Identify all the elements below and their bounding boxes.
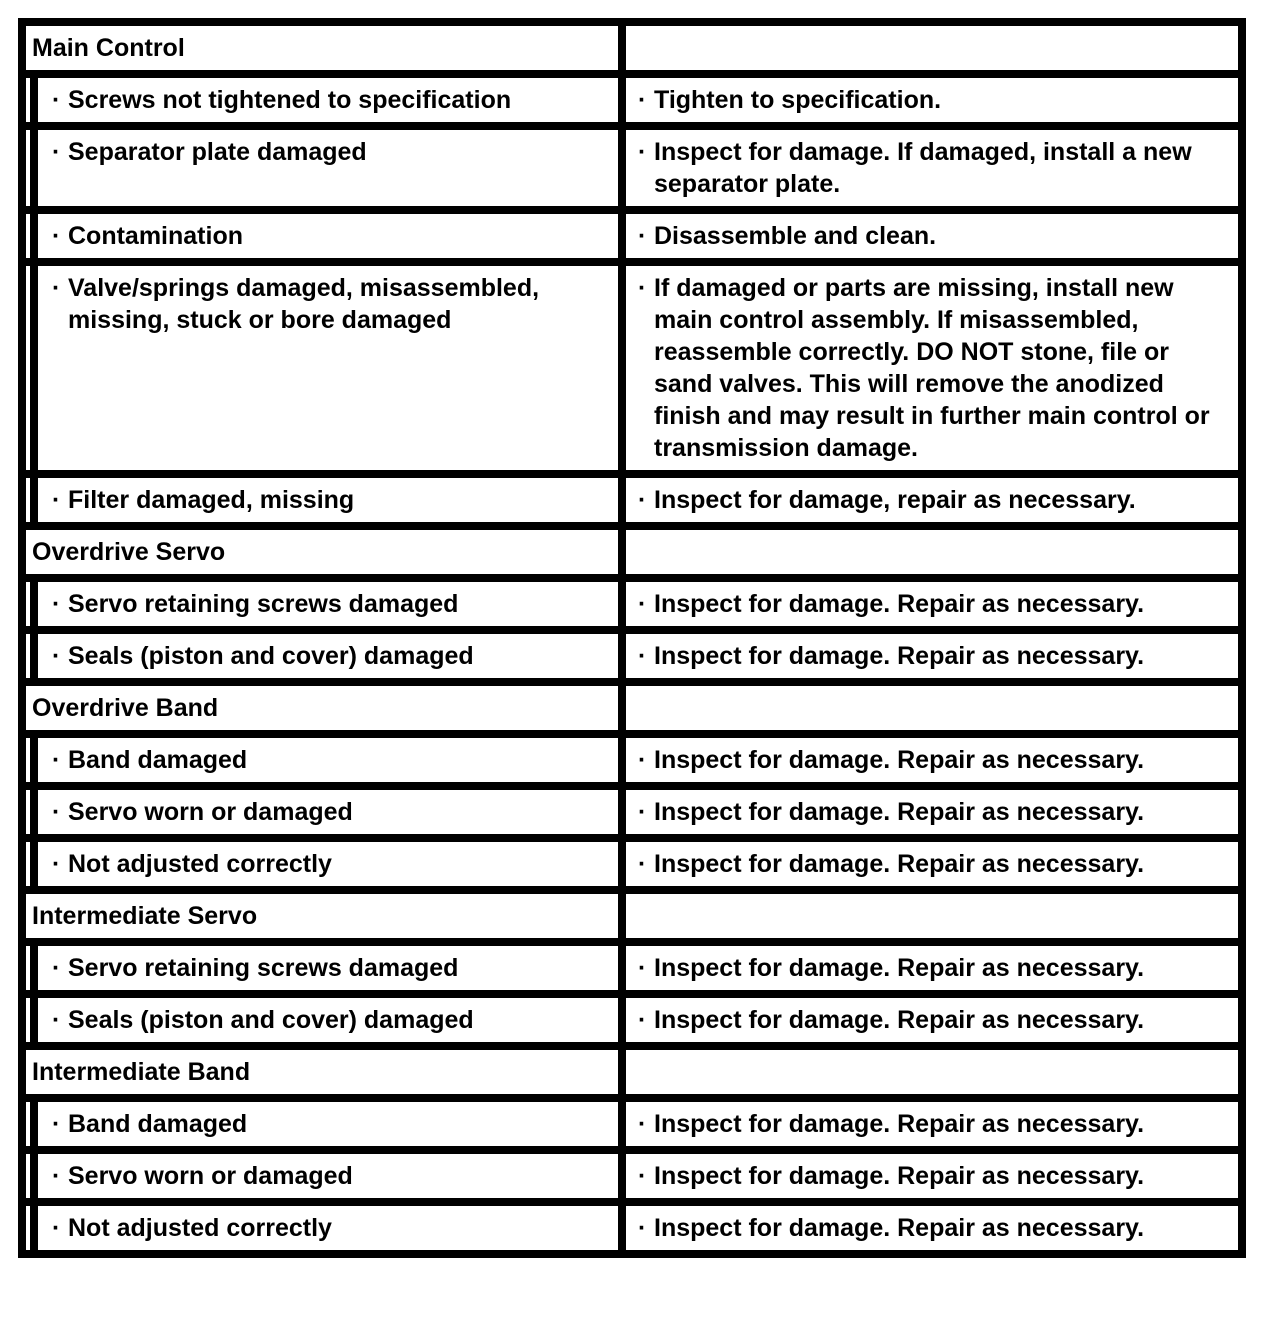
action-text: Tighten to specification. <box>654 86 942 114</box>
bullet: · <box>52 86 61 114</box>
table-row <box>26 266 1238 470</box>
bullet: · <box>52 222 61 250</box>
cause-cell <box>38 214 618 258</box>
section-title: Intermediate Servo <box>26 894 618 938</box>
bullet: · <box>52 1214 61 1242</box>
table-row <box>26 634 1238 678</box>
section-action-empty <box>626 1050 1238 1094</box>
section-title: Overdrive Servo <box>26 530 618 574</box>
cause-cell <box>38 1102 618 1146</box>
cause-cell <box>38 478 618 522</box>
bullet: · <box>52 1110 61 1138</box>
indent-stub <box>26 946 30 990</box>
action-cell <box>626 1154 1238 1198</box>
indent-stub <box>26 1102 30 1146</box>
bullet: · <box>52 954 61 982</box>
bullet: · <box>638 642 647 670</box>
cause-text: Seals (piston and cover) damaged <box>68 642 474 670</box>
indent-stub <box>26 738 30 782</box>
cause-text: Servo retaining screws damaged <box>68 954 459 982</box>
bullet: · <box>52 798 61 826</box>
section-row <box>26 530 1238 574</box>
action-text: If damaged or parts are missing, install new main control assembly. If misassembled, reassemble correctly. DO NOT stone, file or sand valves. This will remove the anodized finish and may result in further main control or transmission damage. <box>654 274 1210 462</box>
cause-cell <box>38 946 618 990</box>
indent-stub <box>26 1154 30 1198</box>
action-text: Inspect for damage. Repair as necessary. <box>654 746 1145 774</box>
bullet: · <box>52 590 61 618</box>
table-row <box>26 214 1238 258</box>
diagnosis-table <box>18 18 1246 1258</box>
table-row <box>26 582 1238 626</box>
bullet: · <box>52 138 61 166</box>
section-title: Overdrive Band <box>26 686 618 730</box>
bullet: · <box>52 746 61 774</box>
section-action-empty <box>626 26 1238 70</box>
action-text: Inspect for damage. Repair as necessary. <box>654 590 1145 618</box>
bullet: · <box>638 1110 647 1138</box>
action-text: Inspect for damage, repair as necessary. <box>654 486 1136 514</box>
action-text: Inspect for damage. Repair as necessary. <box>654 1110 1145 1138</box>
action-cell <box>626 842 1238 886</box>
bullet: · <box>638 746 647 774</box>
indent-stub <box>26 78 30 122</box>
cause-text: Screws not tightened to specification <box>68 86 512 114</box>
cause-text: Not adjusted correctly <box>68 1214 332 1242</box>
cause-cell <box>38 78 618 122</box>
action-cell <box>626 634 1238 678</box>
indent-stub <box>26 842 30 886</box>
bullet: · <box>52 1006 61 1034</box>
bullet: · <box>638 86 647 114</box>
action-cell <box>626 266 1238 470</box>
cause-text: Servo worn or damaged <box>68 798 353 826</box>
section-row <box>26 894 1238 938</box>
cause-cell <box>38 634 618 678</box>
action-text: Inspect for damage. Repair as necessary. <box>654 1006 1145 1034</box>
bullet: · <box>638 798 647 826</box>
cause-cell <box>38 266 618 470</box>
cause-text: Band damaged <box>68 746 248 774</box>
table-row <box>26 478 1238 522</box>
bullet: · <box>638 1006 647 1034</box>
action-text: Inspect for damage. Repair as necessary. <box>654 1162 1145 1190</box>
action-text: Inspect for damage. Repair as necessary. <box>654 954 1145 982</box>
indent-stub <box>26 790 30 834</box>
cause-cell <box>38 1154 618 1198</box>
section-title: Intermediate Band <box>26 1050 618 1094</box>
section-action-empty <box>626 530 1238 574</box>
table-row <box>26 1102 1238 1146</box>
bullet: · <box>52 642 61 670</box>
action-cell <box>626 998 1238 1042</box>
action-text: Disassemble and clean. <box>654 222 937 250</box>
bullet: · <box>638 138 647 166</box>
bullet: · <box>638 486 647 514</box>
bullet: · <box>638 274 647 302</box>
cause-cell <box>38 130 618 206</box>
cause-text: Seals (piston and cover) damaged <box>68 1006 474 1034</box>
section-action-empty <box>626 686 1238 730</box>
cause-cell <box>38 998 618 1042</box>
indent-stub <box>26 582 30 626</box>
action-text: Inspect for damage. Repair as necessary. <box>654 642 1145 670</box>
section-row <box>26 686 1238 730</box>
indent-stub <box>26 634 30 678</box>
table-row <box>26 998 1238 1042</box>
bullet: · <box>52 850 61 878</box>
cause-cell <box>38 582 618 626</box>
table-row <box>26 1206 1238 1250</box>
action-cell <box>626 790 1238 834</box>
cause-cell <box>38 1206 618 1250</box>
table-row <box>26 738 1238 782</box>
cause-text: Filter damaged, missing <box>68 486 355 514</box>
bullet: · <box>638 590 647 618</box>
bullet: · <box>638 222 647 250</box>
action-cell <box>626 946 1238 990</box>
cause-text: Valve/springs damaged, misassembled, missing, stuck or bore damaged <box>68 274 540 334</box>
section-row <box>26 26 1238 70</box>
indent-stub <box>26 998 30 1042</box>
indent-stub <box>26 130 30 206</box>
cause-text: Servo retaining screws damaged <box>68 590 459 618</box>
cause-cell <box>38 842 618 886</box>
action-cell <box>626 1102 1238 1146</box>
table-row <box>26 1154 1238 1198</box>
indent-stub <box>26 1206 30 1250</box>
cause-text: Not adjusted correctly <box>68 850 332 878</box>
diagnosis-table-body <box>26 26 1238 1250</box>
table-row <box>26 78 1238 122</box>
section-action-empty <box>626 894 1238 938</box>
cause-text: Servo worn or damaged <box>68 1162 353 1190</box>
action-text: Inspect for damage. Repair as necessary. <box>654 798 1145 826</box>
cause-text: Band damaged <box>68 1110 248 1138</box>
action-cell <box>626 214 1238 258</box>
action-cell <box>626 738 1238 782</box>
table-row <box>26 842 1238 886</box>
bullet: · <box>52 274 61 302</box>
action-cell <box>626 582 1238 626</box>
bullet: · <box>638 1214 647 1242</box>
indent-stub <box>26 214 30 258</box>
action-text: Inspect for damage. Repair as necessary. <box>654 850 1145 878</box>
table-row <box>26 946 1238 990</box>
cause-cell <box>38 738 618 782</box>
bullet: · <box>52 486 61 514</box>
cause-text: Separator plate damaged <box>68 138 367 166</box>
bullet: · <box>638 954 647 982</box>
bullet: · <box>638 1162 647 1190</box>
bullet: · <box>52 1162 61 1190</box>
diagnosis-table-frame <box>18 18 1246 1258</box>
action-text: Inspect for damage. If damaged, install a new separator plate. <box>654 138 1192 198</box>
cause-text: Contamination <box>68 222 243 250</box>
section-title: Main Control <box>26 26 618 70</box>
bullet: · <box>638 850 647 878</box>
action-text: Inspect for damage. Repair as necessary. <box>654 1214 1145 1242</box>
indent-stub <box>26 478 30 522</box>
table-row <box>26 790 1238 834</box>
cause-cell <box>38 790 618 834</box>
action-cell <box>626 130 1238 206</box>
action-cell <box>626 78 1238 122</box>
indent-stub <box>26 266 30 470</box>
section-row <box>26 1050 1238 1094</box>
table-row <box>26 130 1238 206</box>
action-cell <box>626 478 1238 522</box>
action-cell <box>626 1206 1238 1250</box>
